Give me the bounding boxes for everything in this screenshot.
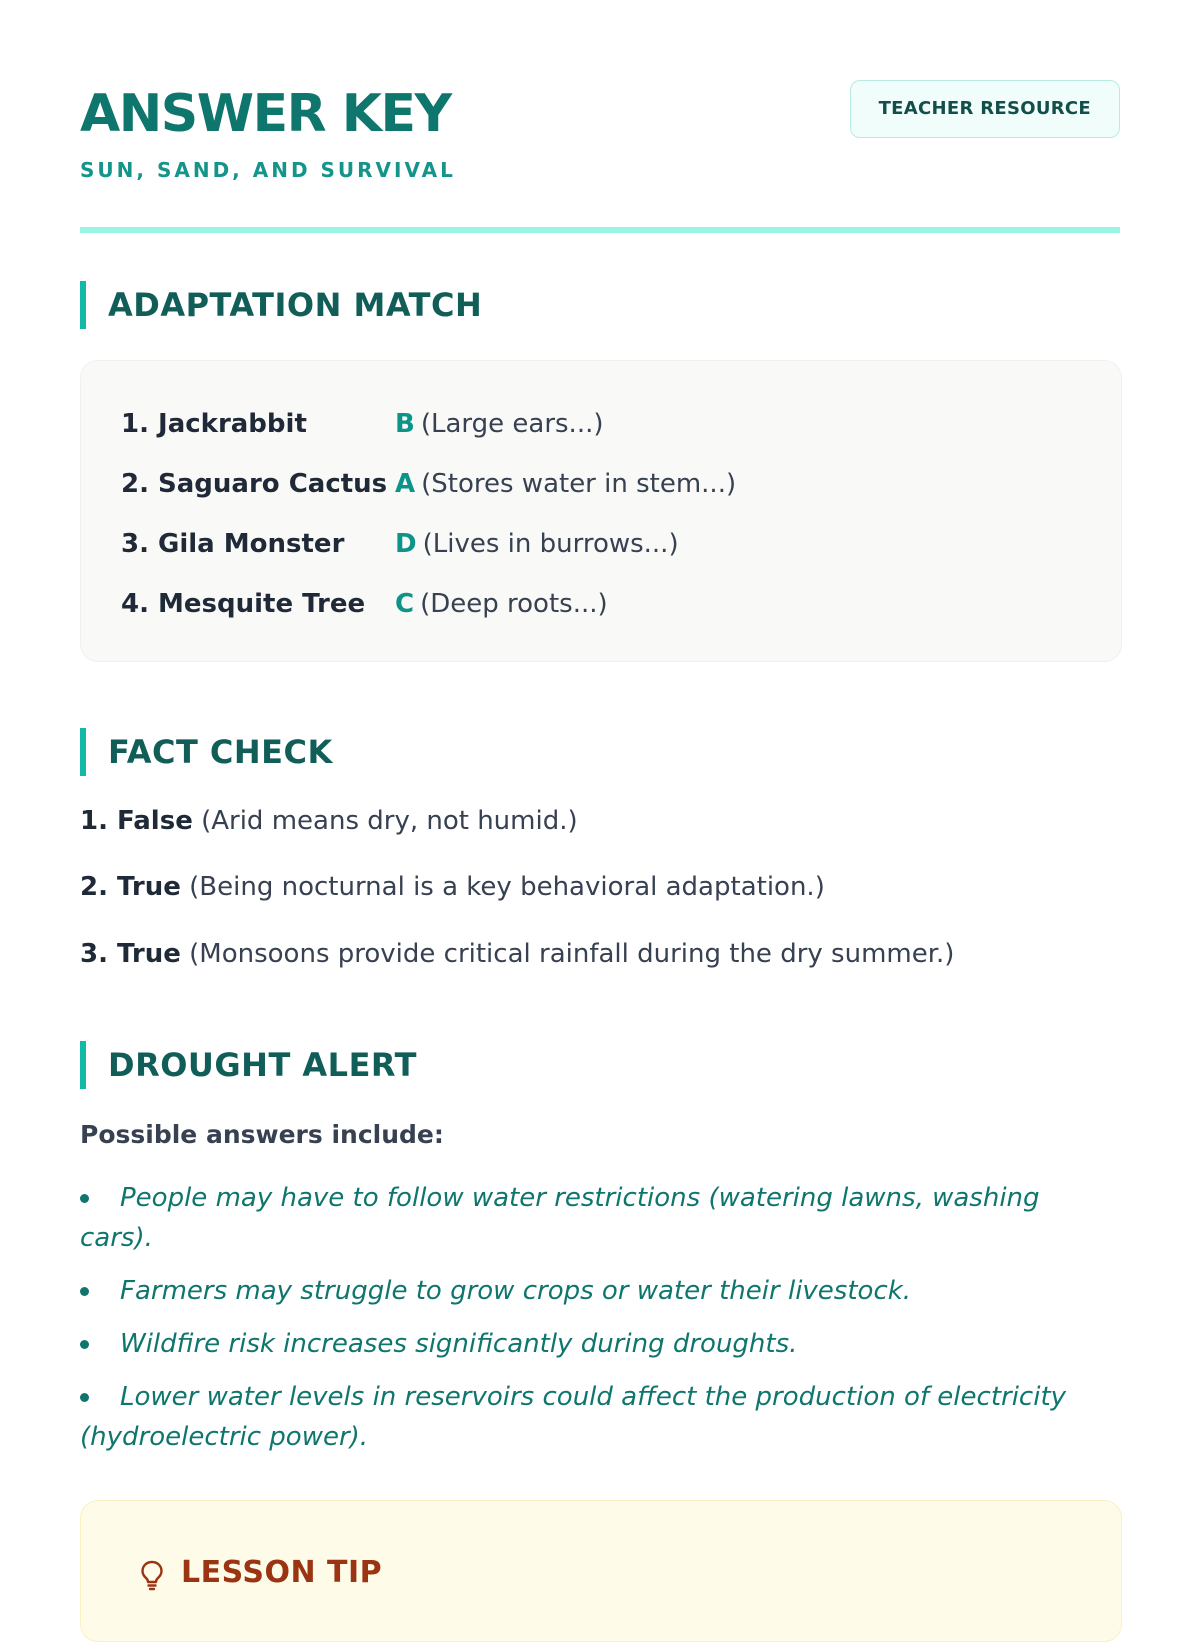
match-letter: D bbox=[395, 529, 417, 559]
match-answer bbox=[395, 524, 679, 564]
bullet-icon bbox=[80, 1194, 89, 1203]
page-title: ANSWER KEY bbox=[80, 84, 451, 144]
fact-explanation: (Being nocturnal is a key behavioral adaptation.) bbox=[189, 872, 825, 902]
drought-intro: Possible answers include: bbox=[80, 1120, 444, 1149]
list-item-text: Wildfire risk increases significantly during droughts. bbox=[120, 1329, 798, 1359]
list-item bbox=[80, 1324, 1120, 1364]
list-item bbox=[80, 1271, 1120, 1311]
lightbulb-icon bbox=[137, 1559, 167, 1591]
fact-explanation: (Arid means dry, not humid.) bbox=[201, 806, 578, 836]
teacher-resource-badge: TEACHER RESOURCE bbox=[850, 80, 1120, 138]
match-animal-name: 2. Saguaro Cactus bbox=[121, 469, 388, 499]
fact-item bbox=[80, 801, 578, 841]
match-letter: C bbox=[395, 589, 415, 619]
match-row bbox=[121, 584, 1081, 624]
match-answer-text: (Large ears...) bbox=[420, 409, 604, 439]
lesson-tip-card bbox=[80, 1500, 1122, 1642]
match-row bbox=[121, 404, 1081, 444]
match-answer bbox=[395, 584, 608, 624]
match-animal-name: 4. Mesquite Tree bbox=[121, 589, 366, 619]
drought-answer-list bbox=[80, 1178, 1120, 1470]
header-divider bbox=[80, 227, 1120, 233]
match-animal-name: 3. Gila Monster bbox=[121, 529, 345, 559]
bullet-icon bbox=[80, 1287, 89, 1296]
match-answer-text: (Stores water in stem...) bbox=[421, 469, 737, 499]
fact-explanation: (Monsoons provide critical rainfall during the dry summer.) bbox=[189, 939, 955, 969]
fact-label: 3. True bbox=[80, 939, 181, 969]
section-heading-drought-alert: DROUGHT ALERT bbox=[80, 1041, 417, 1089]
fact-item bbox=[80, 934, 954, 974]
match-animal-name: 1. Jackrabbit bbox=[121, 409, 307, 439]
match-row bbox=[121, 524, 1081, 564]
list-item bbox=[80, 1178, 1120, 1258]
section-heading-fact-check: FACT CHECK bbox=[80, 728, 333, 776]
list-item-text: Lower water levels in reservoirs could affect the production of electricity (hydroelectric power). bbox=[80, 1382, 1067, 1452]
list-item-text: People may have to follow water restrictions (watering lawns, washing cars). bbox=[80, 1183, 1040, 1253]
match-answer bbox=[395, 464, 736, 504]
answer-key-page bbox=[80, 0, 1120, 1600]
fact-item bbox=[80, 867, 825, 907]
section-heading-adaptation-match: ADAPTATION MATCH bbox=[80, 281, 482, 329]
fact-label: 1. False bbox=[80, 806, 193, 836]
match-letter: A bbox=[395, 469, 416, 499]
match-answer-text: (Lives in burrows...) bbox=[422, 529, 679, 559]
fact-label: 2. True bbox=[80, 872, 181, 902]
match-letter: B bbox=[395, 409, 415, 439]
bullet-icon bbox=[80, 1393, 89, 1402]
match-row bbox=[121, 464, 1081, 504]
match-answer-text: (Deep roots...) bbox=[420, 589, 608, 619]
list-item bbox=[80, 1377, 1120, 1457]
page-subtitle: SUN, SAND, AND SURVIVAL bbox=[80, 158, 456, 182]
adaptation-match-card bbox=[80, 360, 1122, 662]
match-answer bbox=[395, 404, 604, 444]
bullet-icon bbox=[80, 1340, 89, 1349]
lesson-tip-title: LESSON TIP bbox=[181, 1555, 383, 1590]
list-item-text: Farmers may struggle to grow crops or water their livestock. bbox=[120, 1276, 912, 1306]
